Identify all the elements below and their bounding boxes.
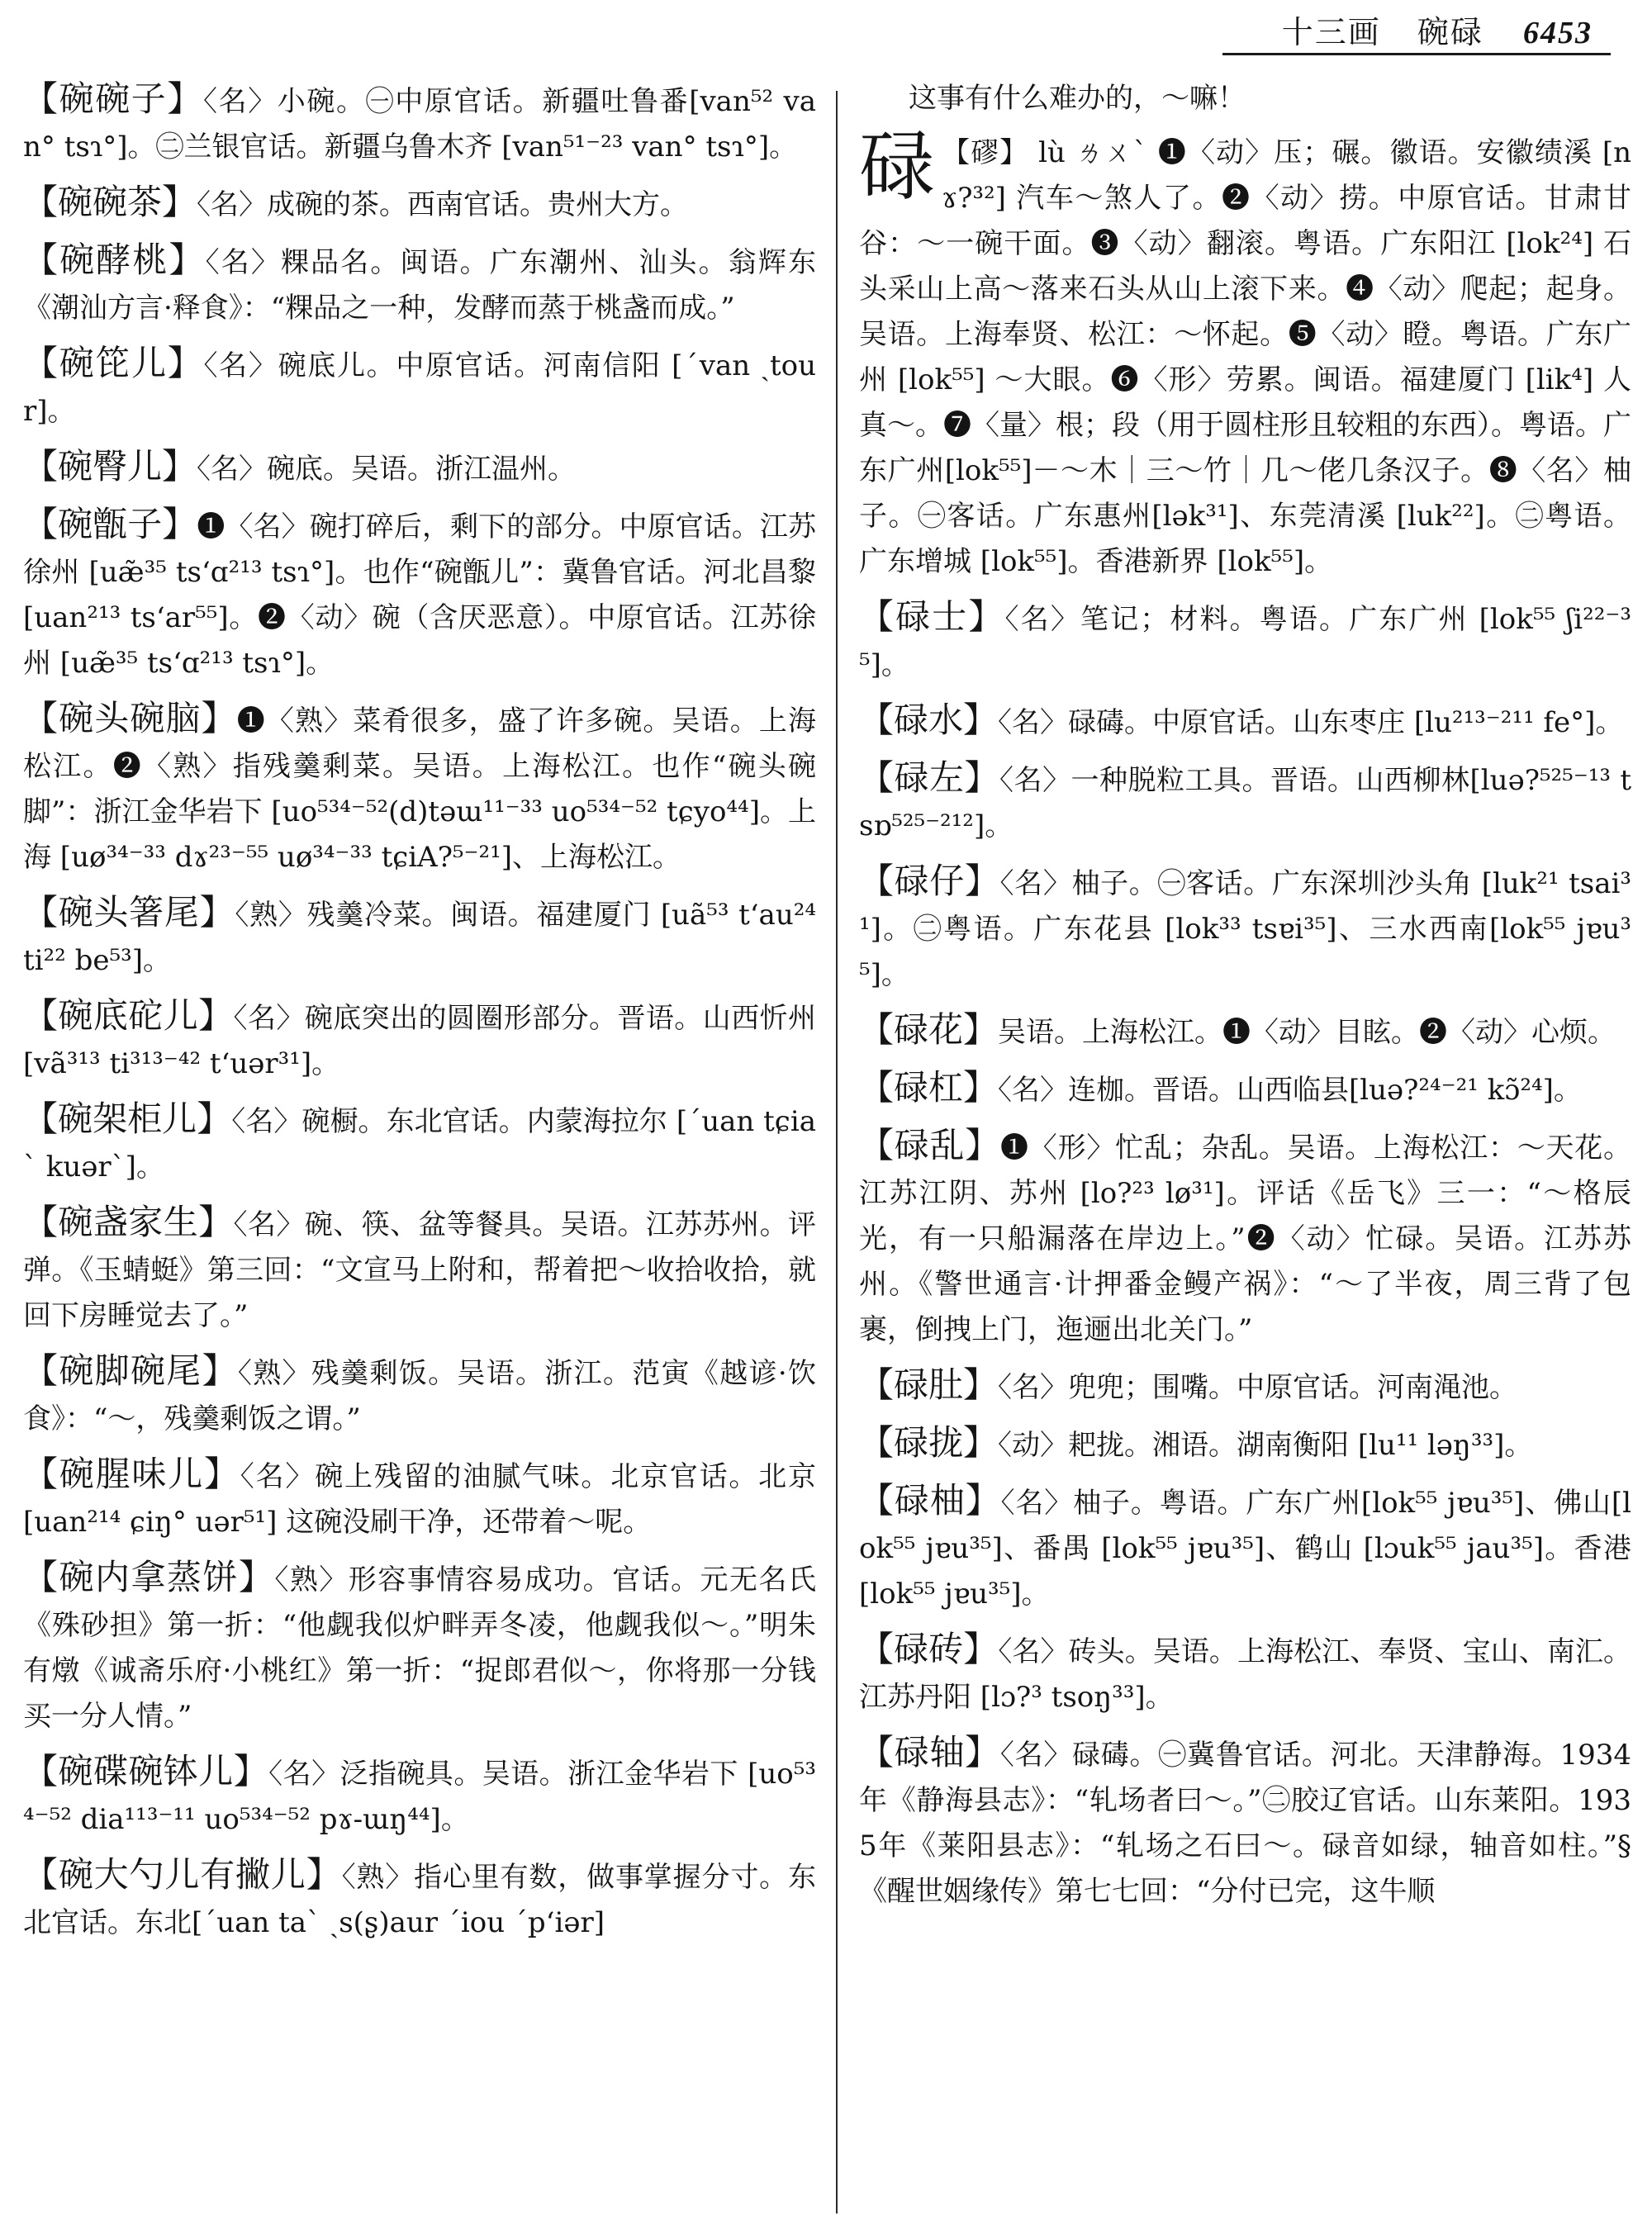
entry [859, 1065, 1631, 1113]
entry-headword: 【碗脚碗尾】 [23, 1350, 238, 1391]
entry-headword: 【碗酵桃】 [23, 240, 206, 280]
running-head [1282, 7, 1593, 52]
entry-body: 〈名〉泛指碗具。吴语。浙江金华岩下 [uo⁵³⁴⁻⁵² dia¹¹³⁻¹¹ uo⁵³⁴⁻⁵² pɤ-ɯŋ⁴⁴]。 [23, 1758, 816, 1836]
entry [859, 858, 1631, 998]
entry [23, 1199, 816, 1339]
header-rule [1222, 53, 1611, 55]
column-divider [836, 91, 838, 2213]
entry [23, 76, 816, 170]
entry-headword: 【碌拢】 [859, 1422, 999, 1463]
entry-body: 〈名〉笔记；材料。粤语。广东广州 [lok⁵⁵ ʃi²²⁻³⁵]。 [859, 603, 1631, 681]
entry-headword: 【碗盏家生】 [23, 1202, 234, 1242]
entry-headword: 【碌士】 [859, 596, 1005, 637]
entry-headword: 【碌轴】 [859, 1732, 1000, 1772]
entry-headword: 【碌仔】 [859, 861, 1000, 901]
entry [859, 1729, 1631, 1914]
entry [23, 179, 816, 228]
entry [859, 1007, 1631, 1056]
entry-body: ❶〈名〉碗打碎后，剩下的部分。中原官话。江苏徐州 [uæ̃³⁵ tsʻɑ²¹³ tsɿ°]。也作“碗甑儿”：冀鲁官话。河北昌黎 [uan²¹³ tsʻar⁵⁵]。❷〈动〉碗（含厌恶意）。中原官话。江苏徐州 [uæ̃³⁵ tsʻɑ²¹³ tsɿ°]。 [23, 510, 816, 680]
main-variant: 【磟】 [942, 136, 1029, 169]
entry [23, 340, 816, 434]
entry-headword: 【碌柚】 [859, 1480, 1001, 1521]
entry-body: 〈名〉成碗的茶。西南官话。贵州大方。 [197, 188, 689, 221]
header-chars: 碗碌 [1417, 14, 1483, 50]
entry-body: 〈名〉连枷。晋语。山西临县[luə?²⁴⁻²¹ kɔ̃²⁴]。 [998, 1074, 1582, 1107]
section-label: 十三画 [1281, 14, 1381, 50]
entry-body: 〈名〉碗、筷、盆等餐具。吴语。江苏苏州。评弹。《玉蜻蜓》第三回：“文宣马上附和，帮着把～收拾收拾，就回下房睡觉去了。” [23, 1208, 816, 1332]
entry-body: 〈名〉碌碡。㊀冀鲁官话。河北。天津静海。1934年《静海县志》：“轧场者曰～。”㊁胶辽官话。山东莱阳。1935年《莱阳县志》：“轧场之石曰～。碌音如绿，轴音如柱。”§《醒世姻缘传》第七七回：“分付已完，这牛顺 [859, 1739, 1631, 1908]
entry-body: 〈名〉碗上残留的油腻气味。北京官话。北京 [uan²¹⁴ ɕiŋ° uər⁵¹] 这碗没刷干净，还带着～呢。 [23, 1460, 816, 1539]
entry-headword: 【碌肚】 [859, 1364, 999, 1405]
entry-headword: 【碗腥味儿】 [23, 1454, 240, 1494]
entry-body: ❶〈形〉忙乱；杂乱。吴语。上海松江：～天花。江苏江阴、苏州 [lo?²³ lø³¹]。评话《岳飞》三一：“～格辰光，有一只船漏落在岸边上。”❷〈动〉忙碌。吴语。江苏苏州。《警世通言·计押番金鳗产祸》：“～了半夜，周三背了包裹，倒拽上门，迤逦出北关门。” [859, 1132, 1631, 1346]
entry-body: 〈名〉粿品名。闽语。广东潮州、汕头。翁辉东《潮汕方言·释食》：“粿品之一种，发酵而蒸于桃盏而成。” [23, 246, 816, 325]
entry [23, 1748, 816, 1843]
main-pinyin: lù ㄌㄨˋ [1038, 136, 1148, 169]
entry-body: 吴语。上海松江。❶〈动〉目眩。❷〈动〉心烦。 [998, 1016, 1616, 1049]
entry [859, 594, 1631, 688]
entry-headword: 【碗甑子】 [23, 504, 197, 544]
entry-body: 〈名〉碗底突出的圆圈形部分。晋语。山西忻州 [vã³¹³ ti³¹³⁻⁴² tʻuər³¹]。 [23, 1002, 816, 1080]
entry-headword: 【碗碗子】 [23, 78, 203, 119]
right-column [859, 76, 1631, 2223]
entry-headword: 【碗碟碗钵儿】 [23, 1751, 269, 1791]
entry [23, 1348, 816, 1442]
entry-headword: 【碗臀儿】 [23, 446, 197, 486]
entry [859, 1362, 1631, 1411]
entry-headword: 【碌砖】 [859, 1629, 999, 1669]
main-headword: 碌 [859, 122, 936, 211]
entry-body: 〈名〉小碗。㊀中原官话。新疆吐鲁番[van⁵² van° tsɿ°]。㊁兰银官话。新疆乌鲁木齐 [van⁵¹⁻²³ van° tsɿ°]。 [23, 85, 816, 164]
continuation-text: 这事有什么难办的，～嘛！ [909, 82, 1246, 115]
entry [23, 1096, 816, 1190]
entry-headword: 【碗架柜儿】 [23, 1098, 232, 1139]
entry [859, 697, 1631, 746]
entry-body: 〈名〉一种脱粒工具。晋语。山西柳林[luə?⁵²⁵⁻¹³ tsɒ⁵²⁵⁻²¹²]。 [859, 764, 1631, 842]
entry-body: 〈名〉柚子。粤语。广东广州[lok⁵⁵ jɐu³⁵]、佛山[lok⁵⁵ jɐu³⁵]、番禺 [lok⁵⁵ jɐu³⁵]、鹤山 [lɔuk⁵⁵ jau³⁵]。香港 [lok⁵⁵ jɐu³⁵]。 [859, 1487, 1631, 1611]
entry-body: 〈熟〉残羹冷菜。闽语。福建厦门 [uã⁵³ tʻau²⁴ ti²² be⁵³]。 [23, 899, 816, 977]
entry-headword: 【碗大勺儿有撇儿】 [23, 1854, 342, 1895]
main-entry-body: ❶〈动〉压；碾。徽语。安徽绩溪 [nɤ?³²] 汽车～煞人了。❷〈动〉捞。中原官话。甘肃甘谷：～一碗干面。❸〈动〉翻滚。粤语。广东阳江 [lok²⁴] 石头采山上高～落来石头从山上滚下来。❹〈动〉爬起；起身。吴语。上海奉贤、松江：～怀起。❺〈动〉瞪。粤语。广东广州 [lok⁵⁵] ～大眼。❻〈形〉劳累。闽语。福建厦门 [lik⁴] 人真～。❼〈量〉根；段（用于圆柱形且较粗的东西）。粤语。广东广州[lok⁵⁵]－～木｜三～竹｜几～佬几条汉子。❽〈名〉柚子。㊀客话。广东惠州[lək³¹]、东莞清溪 [luk²²]。㊁粤语。广东增城 [lok⁵⁵]。香港新界 [lok⁵⁵]。 [859, 136, 1631, 578]
entry [859, 755, 1631, 849]
entry-body: ❶〈熟〉菜肴很多，盛了许多碗。吴语。上海松江。❷〈熟〉指残羹剩菜。吴语。上海松江。也作“碗头碗脚”：浙江金华岩下 [uo⁵³⁴⁻⁵²(d)təɯ¹¹⁻³³ uo⁵³⁴⁻⁵² tɕyo⁴⁴]。上海 [uø³⁴⁻³³ dɤ²³⁻⁵⁵ uø³⁴⁻³³ tɕiA?⁵⁻²¹]、上海松江。 [23, 705, 816, 874]
entry [23, 1554, 816, 1739]
entry-headword: 【碌水】 [859, 700, 999, 740]
entry-body: 〈熟〉指心里有数，做事掌握分寸。东北官话。东北[ˊuan taˋ ˏs(ʂ)aur ˊiou ˊpʻiər] [23, 1861, 816, 1939]
entry-headword: 【碗碗茶】 [23, 182, 197, 222]
entry-headword: 【碌乱】 [859, 1125, 1001, 1165]
entry-headword: 【碗头碗脑】 [23, 698, 237, 738]
entry-headword: 【碗底砣儿】 [23, 995, 234, 1036]
page-number: 6453 [1523, 16, 1593, 50]
entry-headword: 【碗头箸尾】 [23, 892, 235, 932]
entry-headword: 【碌杠】 [859, 1067, 999, 1108]
entry [23, 501, 816, 686]
entry [859, 1420, 1631, 1468]
entry-headword: 【碗内拿蒸饼】 [23, 1557, 275, 1597]
entry-body: 〈名〉兜兜；围嘴。中原官话。河南渑池。 [998, 1371, 1518, 1404]
entry [23, 237, 816, 331]
entry [23, 1852, 816, 1946]
entry-body: 〈名〉碗底儿。中原官话。河南信阳 [ˊvan ˏtour]。 [23, 349, 816, 428]
entry-body: 〈动〉耙拢。湘语。湖南衡阳 [lu¹¹ ləŋ³³]。 [998, 1429, 1533, 1462]
entry-body: 〈名〉碌碡。中原官话。山东枣庄 [lu²¹³⁻²¹¹ fe°]。 [998, 706, 1624, 739]
entry-headword: 【碗笓儿】 [23, 343, 204, 383]
entry-body: 〈熟〉形容事情容易成功。官话。元无名氏《殊砂担》第一折：“他觑我似炉畔弄冬凌，他觑我似～。”明朱有燉《诚斋乐府·小桃红》第一折：“捉郎君似～，你将那一分钱买一分人情。” [23, 1563, 816, 1733]
entry-body: 〈名〉碗底。吴语。浙江温州。 [197, 453, 577, 486]
page-header [0, 0, 1652, 64]
entry-headword: 【碌花】 [859, 1009, 999, 1050]
entry-body: 〈熟〉残羹剩饭。吴语。浙江。范寅《越谚·饮食》：“～，残羹剩饭之谓。” [23, 1357, 816, 1435]
entry [23, 993, 816, 1087]
entry-body: 〈名〉砖头。吴语。上海松江、奉贤、宝山、南汇。江苏丹阳 [lɔ?³ tsoŋ³³]。 [859, 1635, 1631, 1714]
entry [859, 1122, 1631, 1353]
entry [859, 1626, 1631, 1720]
entry [859, 1478, 1631, 1617]
entry [23, 1451, 816, 1545]
entry-body: 〈名〉柚子。㊀客话。广东深圳沙头角 [luk²¹ tsai³¹]。㊁粤语。广东花县 [lok³³ tsɐi³⁵]、三水西南[lok⁵⁵ jɐu³⁵]。 [859, 867, 1631, 991]
entry [23, 890, 816, 984]
entry [23, 444, 816, 492]
entry [23, 695, 816, 880]
entry-headword: 【碌左】 [859, 757, 1000, 798]
main-entry [859, 122, 1631, 585]
left-column [23, 76, 816, 2223]
entry-body: 〈名〉碗橱。东北官话。内蒙海拉尔 [ˊuan tɕiaˋ kuərˋ]。 [23, 1105, 816, 1184]
